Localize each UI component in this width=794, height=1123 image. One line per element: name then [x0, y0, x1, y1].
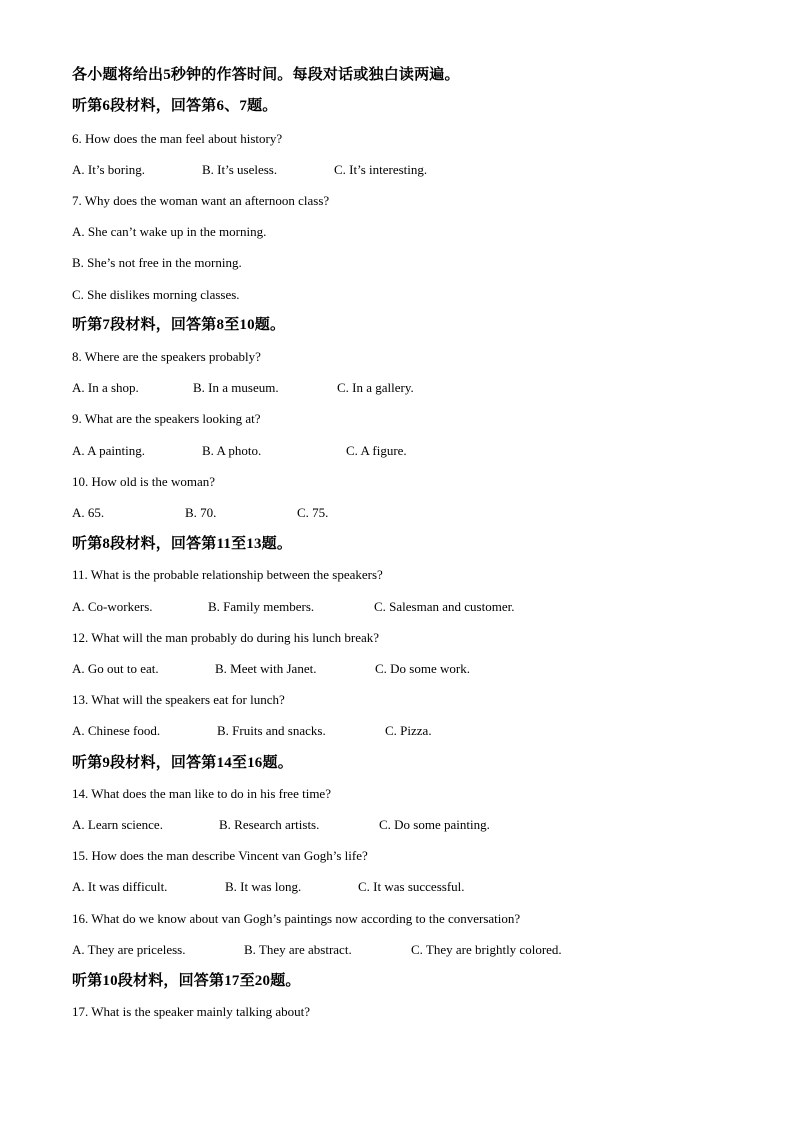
question-6-option-b: B. It’s useless.	[202, 162, 278, 177]
question-14-option-a: A. Learn science.	[72, 817, 163, 832]
question-12-option-c: C. Do some work.	[375, 661, 470, 676]
section-heading-9: 听第9段材料，回答第14至16题。	[72, 755, 293, 771]
question-14-stem: 14. What does the man like to do in his free time?	[72, 786, 331, 801]
question-8-option-b: B. In a museum.	[193, 380, 279, 395]
question-11-stem: 11. What is the probable relationship between the speakers?	[72, 567, 383, 582]
question-9-stem: 9. What are the speakers looking at?	[72, 411, 261, 426]
question-10-stem: 10. How old is the woman?	[72, 474, 215, 489]
section-heading-10: 听第10段材料，回答第17至20题。	[72, 973, 301, 989]
question-13-stem: 13. What will the speakers eat for lunch?	[72, 692, 285, 707]
question-12-stem: 12. What will the man probably do during his lunch break?	[72, 630, 379, 645]
question-7-option-c: C. She dislikes morning classes.	[72, 287, 240, 302]
question-11-option-a: A. Co-workers.	[72, 599, 153, 614]
question-14-option-b: B. Research artists.	[219, 817, 320, 832]
question-16-option-a: A. They are priceless.	[72, 942, 186, 957]
question-7-option-a: A. She can’t wake up in the morning.	[72, 224, 267, 239]
question-16-option-b: B. They are abstract.	[244, 942, 352, 957]
question-15-option-a: A. It was difficult.	[72, 879, 168, 894]
question-13-option-a: A. Chinese food.	[72, 723, 161, 738]
question-7-option-b: B. She’s not free in the morning.	[72, 255, 242, 270]
question-8-option-c: C. In a gallery.	[337, 380, 414, 395]
question-8-stem: 8. Where are the speakers probably?	[72, 349, 261, 364]
question-11-option-b: B. Family members.	[208, 599, 315, 614]
question-9-option-a: A. A painting.	[72, 443, 145, 458]
question-8-option-a: A. In a shop.	[72, 380, 139, 395]
question-14-option-c: C. Do some painting.	[379, 817, 490, 832]
question-16-stem: 16. What do we know about van Gogh’s paintings now according to the conversation?	[72, 911, 521, 926]
question-11-option-c: C. Salesman and customer.	[374, 599, 515, 614]
question-9-option-c: C. A figure.	[346, 443, 407, 458]
question-12-option-a: A. Go out to eat.	[72, 661, 159, 676]
question-15-option-b: B. It was long.	[225, 879, 302, 894]
section-heading-8: 听第8段材料，回答第11至13题。	[72, 536, 293, 552]
question-10-option-a: A. 65.	[72, 505, 105, 520]
question-15-option-c: C. It was successful.	[358, 879, 465, 894]
instructions-text: 各小题将给出5秒钟的作答时间。每段对话或独白读两遍。	[72, 67, 460, 83]
section-heading-6: 听第6段材料，回答第6、7题。	[72, 98, 278, 114]
question-13-option-c: C. Pizza.	[385, 723, 432, 738]
question-10-option-b: B. 70.	[185, 505, 217, 520]
question-6-option-a: A. It’s boring.	[72, 162, 145, 177]
question-16-option-c: C. They are brightly colored.	[411, 942, 562, 957]
question-17-stem: 17. What is the speaker mainly talking about?	[72, 1004, 311, 1019]
question-13-option-b: B. Fruits and snacks.	[217, 723, 326, 738]
question-15-stem: 15. How does the man describe Vincent van Gogh’s life?	[72, 848, 368, 863]
section-heading-7: 听第7段材料，回答第8至10题。	[72, 317, 286, 333]
question-10-option-c: C. 75.	[297, 505, 329, 520]
question-9-option-b: B. A photo.	[202, 443, 262, 458]
question-6-stem: 6. How does the man feel about history?	[72, 131, 283, 146]
question-7-stem: 7. Why does the woman want an afternoon class?	[72, 193, 330, 208]
question-6-option-c: C. It’s interesting.	[334, 162, 428, 177]
question-12-option-b: B. Meet with Janet.	[215, 661, 317, 676]
